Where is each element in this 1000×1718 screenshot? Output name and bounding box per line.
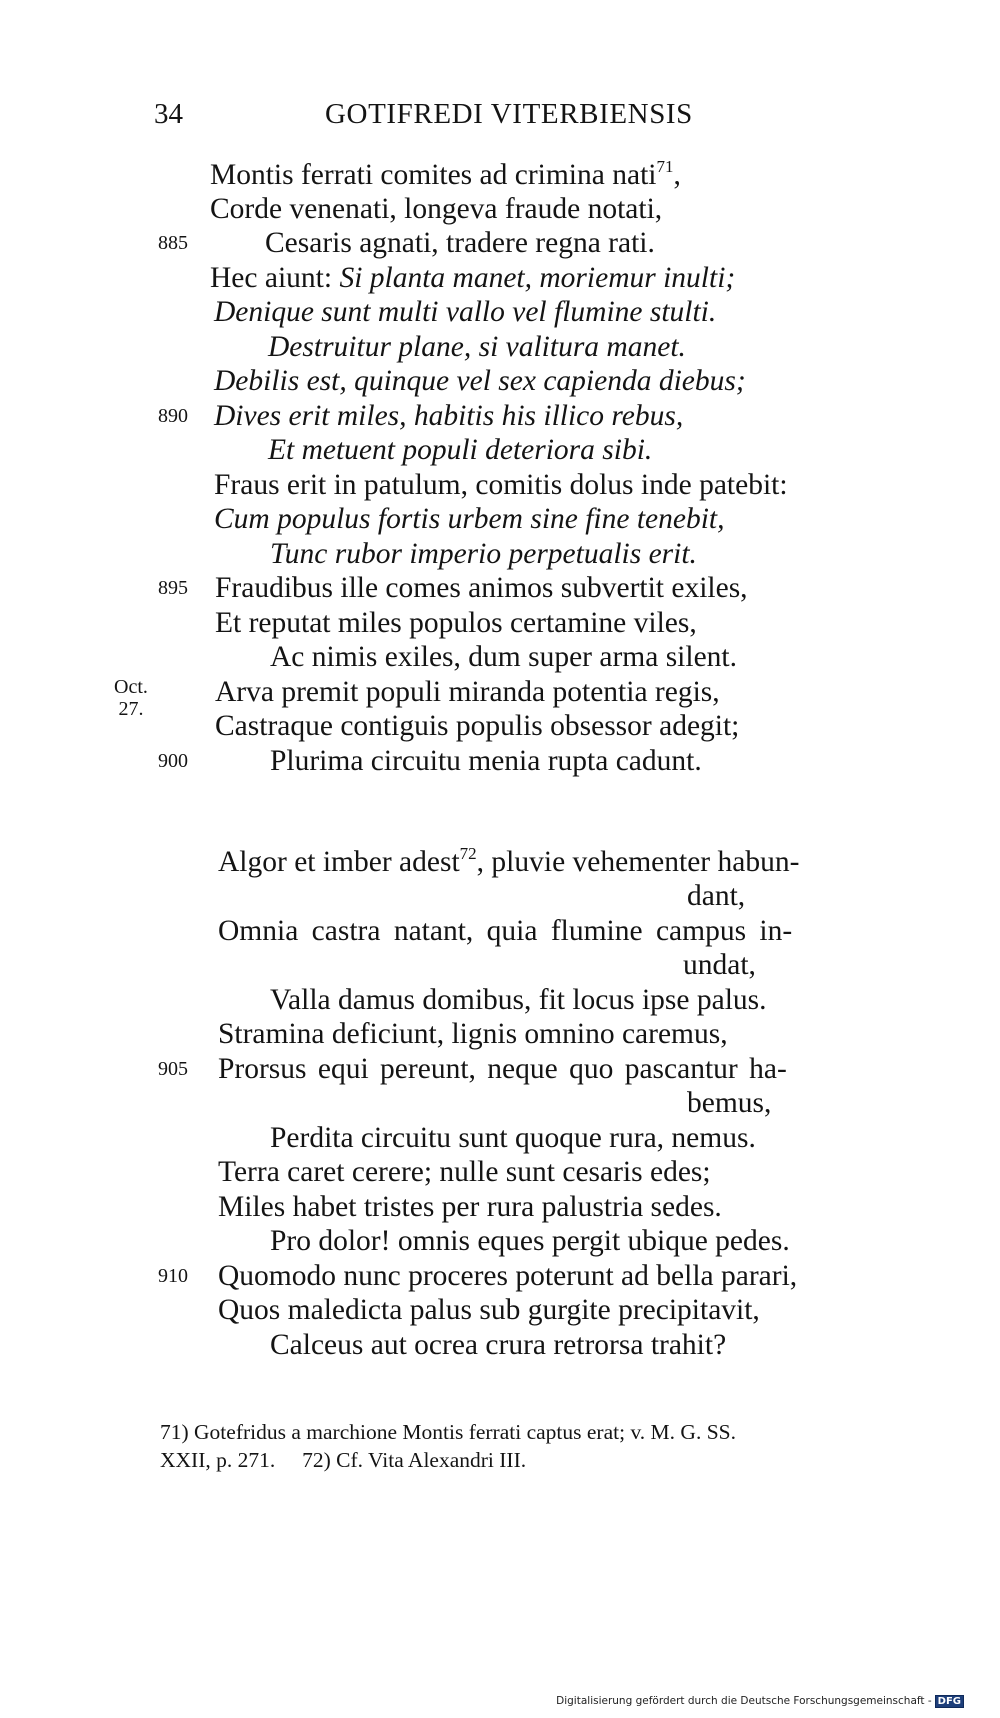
- verse-line: Montis ferrati comites ad crimina nati$^{71}$,: [210, 157, 681, 191]
- verse-line: Quomodo nunc proceres poterunt ad bella parari,: [218, 1260, 798, 1292]
- verse-line: Valla damus domibus, fit locus ipse palus.: [270, 984, 767, 1016]
- verse-line: Plurima circuitu menia rupta cadunt.: [270, 745, 702, 777]
- verse-line: undat,: [683, 949, 756, 981]
- verse-line: Stramina deficiunt, lignis omnino caremus,: [218, 1018, 728, 1050]
- verse-line: Et reputat miles populos certamine viles,: [215, 607, 697, 639]
- verse-line: Fraus erit in patulum, comitis dolus inde patebit:: [214, 469, 788, 501]
- verse-line: Destruitur plane, si valitura manet.: [268, 331, 686, 363]
- running-title: GOTIFREDI VITERBIENSIS: [325, 98, 693, 130]
- verse-line: Quos maledicta palus sub gurgite precipitavit,: [218, 1294, 760, 1326]
- margin-date: [114, 676, 148, 720]
- footnote-line: XXII, p. 271. 72) Cf. Vita Alexandri III.: [160, 1448, 527, 1472]
- digitization-credit: [556, 1695, 964, 1708]
- footnotes: [160, 1418, 930, 1474]
- line-number: 885: [158, 232, 188, 254]
- verse-line: Pro dolor! omnis eques pergit ubique pedes.: [270, 1225, 790, 1257]
- margin-date-month: Oct.: [114, 676, 148, 698]
- line-number: 910: [158, 1265, 188, 1287]
- verse-line: Fraudibus ille comes animos subvertit exiles,: [215, 572, 748, 604]
- verse-line: Tunc rubor imperio perpetualis erit.: [270, 538, 697, 570]
- verse-line: Dives erit miles, habitis his illico rebus,: [214, 400, 684, 432]
- verse-line: Ac nimis exiles, dum super arma silent.: [270, 641, 737, 673]
- verse-line: dant,: [687, 880, 746, 912]
- verse-line: Algor et imber adest$^{72}$, pluvie vehementer habun-: [218, 844, 800, 878]
- verse-line: Cesaris agnati, tradere regna rati.: [265, 227, 655, 259]
- verse-line: Omnia castra natant, quia flumine campus in-: [218, 915, 793, 947]
- verse-line: Castraque contiguis populis obsessor adegit;: [215, 710, 740, 742]
- footnote-line: 71) Gotefridus a marchione Montis ferrati captus erat; v. M. G. SS.: [160, 1420, 736, 1444]
- verse-line: bemus,: [687, 1087, 772, 1119]
- verse-line: Prorsus equi pereunt, neque quo pascantur ha-: [218, 1053, 787, 1085]
- verse-line: Miles habet tristes per rura palustria sedes.: [218, 1191, 722, 1223]
- verse-line: Corde venenati, longeva fraude notati,: [210, 193, 663, 225]
- verse-line: Arva premit populi miranda potentia regis,: [215, 676, 720, 708]
- verse-line: Perdita circuitu sunt quoque rura, nemus.: [270, 1122, 756, 1154]
- verse-line: Terra caret cerere; nulle sunt cesaris edes;: [218, 1156, 711, 1188]
- verse-line: Et metuent populi deteriora sibi.: [268, 434, 653, 466]
- margin-date-day: 27.: [118, 698, 144, 720]
- line-number: 900: [158, 750, 188, 772]
- line-number: 905: [158, 1058, 188, 1080]
- verse-line: Calceus aut ocrea crura retrorsa trahit?: [270, 1329, 727, 1361]
- page-number: 34: [154, 98, 183, 130]
- line-number: 890: [158, 405, 188, 427]
- verse-line: Debilis est, quinque vel sex capienda diebus;: [214, 365, 746, 397]
- credit-text: Digitalisierung gefördert durch die Deutsche Forschungsgemeinschaft -: [556, 1695, 932, 1707]
- page-header: [0, 98, 1000, 142]
- line-number: 895: [158, 577, 188, 599]
- verse-line: Hec aiunt: Si planta manet, moriemur inulti;: [210, 262, 736, 294]
- verse-line: Cum populus fortis urbem sine fine tenebit,: [214, 503, 725, 535]
- verse-line: Denique sunt multi vallo vel flumine stulti.: [214, 296, 717, 328]
- dfg-logo: DFG: [935, 1695, 964, 1708]
